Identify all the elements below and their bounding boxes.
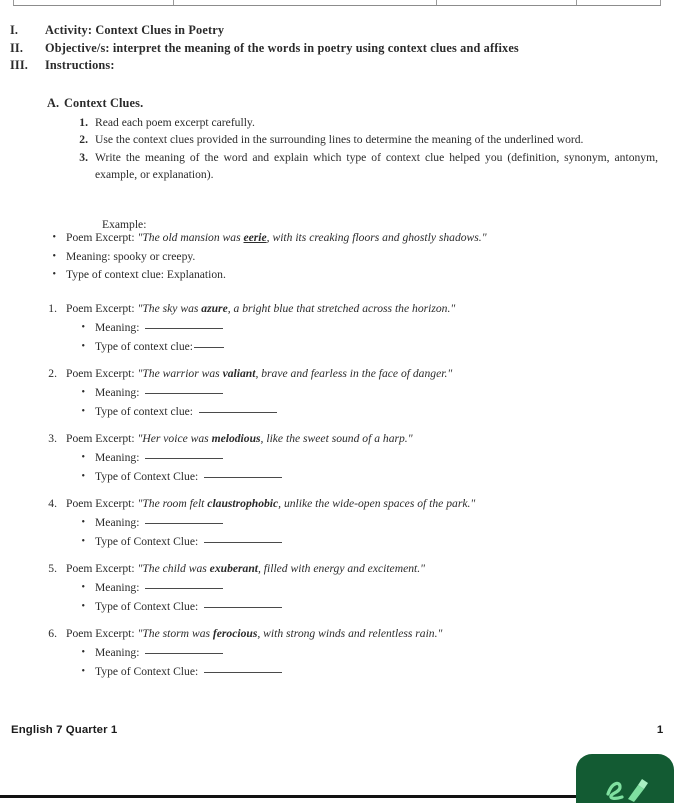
quote-close: , a bright blue that stretched across the horizon." (227, 302, 456, 315)
roman-numeral-1: I. (10, 23, 19, 37)
letter-marker-a: A. (47, 96, 60, 110)
clue-type-label: Type of Context Clue: (95, 600, 199, 613)
roman-section-objective (0, 40, 674, 58)
instruction-number-2: 2. (79, 133, 88, 147)
quote-close: , with strong winds and relentless rain." (257, 627, 443, 640)
roman-section-instructions (0, 57, 674, 75)
poem-item-5-excerpt (66, 560, 674, 578)
instruction-step-1 (0, 114, 674, 131)
header-table-bottom-border (13, 0, 661, 6)
example-quote-close: , with its creaking floors and ghostly shadows." (266, 231, 487, 244)
objective-text: Objective/s: interpret the meaning of the words in poetry using context clues and affixes (45, 40, 519, 55)
instruction-text-1: Read each poem excerpt carefully. (95, 116, 255, 129)
bullet-icon: • (81, 582, 85, 593)
activity-heading: Activity: Context Clues in Poetry (45, 23, 225, 37)
poem-item-1-keyword: azure (201, 302, 228, 315)
instruction-number-1: 1. (79, 116, 88, 129)
example-label: Example: (102, 218, 147, 231)
example-poem-excerpt-row (0, 229, 674, 248)
poem-item-2-header (0, 365, 674, 383)
meaning-answer-blank[interactable] (145, 643, 223, 654)
poem-item-1 (0, 300, 674, 356)
poem-item-3-clue-row (0, 467, 674, 486)
instruction-number-3: 3. (79, 150, 88, 164)
poem-item-3-keyword: melodious (211, 432, 261, 445)
example-meaning-row (0, 248, 674, 267)
poem-item-2-excerpt (66, 365, 674, 383)
poem-item-6-excerpt (66, 625, 674, 643)
poem-item-6-keyword: ferocious (212, 627, 258, 640)
instruction-step-2 (0, 131, 674, 148)
bullet-icon: • (81, 406, 85, 417)
poem-item-4-keyword: claustrophobic (207, 497, 279, 510)
poem-item-4-excerpt (66, 495, 674, 513)
roman-numeral-2: II. (10, 40, 24, 55)
clue-type-answer-blank[interactable] (204, 662, 282, 673)
bullet-icon: • (81, 341, 85, 352)
poem-item-1-header (0, 300, 674, 318)
example-excerpt-label: Poem Excerpt: (66, 231, 138, 244)
bullet-icon: • (81, 452, 85, 463)
quote-open: "The sky was (137, 302, 202, 315)
excerpt-label: Poem Excerpt: (66, 367, 138, 380)
poem-item-5-keyword: exuberant (209, 562, 258, 575)
quote-close: , filled with energy and excitement." (257, 562, 426, 575)
quote-open: "The warrior was (137, 367, 223, 380)
example-meaning-text: Meaning: spooky or creepy. (66, 249, 196, 263)
poem-item-3-header (0, 430, 674, 448)
clue-type-label: Type of Context Clue: (95, 665, 199, 678)
bullet-icon: • (52, 232, 56, 243)
excerpt-label: Poem Excerpt: (66, 497, 138, 510)
bullet-icon: • (52, 250, 56, 262)
instruction-step-list (0, 114, 674, 183)
example-quote-open: "The old mansion was (137, 231, 244, 244)
page-bottom-rule (0, 795, 674, 798)
poem-item-4-clue-row (0, 532, 674, 551)
instruction-step-3 (0, 149, 674, 184)
clue-type-answer-blank[interactable] (199, 402, 277, 413)
poem-item-1-meaning-row (0, 318, 674, 337)
quote-close: , unlike the wide-open spaces of the park." (278, 497, 476, 510)
poem-item-3-meaning-row (0, 448, 674, 467)
poem-item-4-meaning-row (0, 513, 674, 532)
clue-type-label: Type of Context Clue: (95, 470, 199, 483)
poem-item-4-header (0, 495, 674, 513)
poem-item-4 (0, 495, 674, 551)
meaning-answer-blank[interactable] (145, 383, 223, 394)
example-clue-type-text: Type of context clue: Explanation. (66, 268, 226, 281)
example-poem-excerpt (66, 229, 674, 248)
poem-item-6-clue-row (0, 662, 674, 681)
clue-type-label: Type of Context Clue: (95, 535, 199, 548)
bullet-icon: • (81, 322, 85, 333)
meaning-label: Meaning: (95, 451, 140, 464)
poem-item-2-meaning-row (0, 383, 674, 402)
clue-type-answer-blank[interactable] (204, 597, 282, 608)
poem-item-3-excerpt (66, 430, 674, 448)
instruction-text-3: Write the meaning of the word and explain which type of context clue helped you (definition, synonym, antonym, example, or explanation). (95, 150, 658, 181)
quote-open: "The child was (137, 562, 210, 575)
poem-item-4-number: 4. (48, 497, 57, 510)
poem-item-6-number: 6. (48, 627, 57, 640)
roman-section-activity (0, 22, 674, 40)
clue-type-label: Type of context clue: (95, 340, 194, 353)
bullet-icon: • (81, 647, 85, 658)
excerpt-label: Poem Excerpt: (66, 432, 138, 445)
quote-open: "The storm was (137, 627, 213, 640)
poem-item-1-number: 1. (48, 302, 57, 315)
meaning-label: Meaning: (95, 516, 140, 529)
bullet-icon: • (81, 666, 85, 677)
excerpt-label: Poem Excerpt: (66, 302, 138, 315)
table-column-divider-2 (436, 0, 437, 5)
excerpt-label: Poem Excerpt: (66, 562, 138, 575)
instructions-heading: Instructions: (45, 58, 115, 72)
poem-item-5-number: 5. (48, 562, 57, 575)
quote-close: , brave and fearless in the face of danger." (255, 367, 453, 380)
poem-item-5-clue-row (0, 597, 674, 616)
clue-type-answer-blank[interactable] (204, 532, 282, 543)
quote-open: "The room felt (137, 497, 208, 510)
example-bullet-list (0, 229, 674, 285)
bullet-icon: • (81, 536, 85, 547)
pen-signature-icon (606, 778, 652, 802)
poem-item-5 (0, 560, 674, 616)
clue-type-label: Type of context clue: (95, 405, 194, 418)
bullet-icon: • (81, 601, 85, 612)
excerpt-label: Poem Excerpt: (66, 627, 138, 640)
clue-type-answer-blank[interactable] (204, 467, 282, 478)
example-keyword: eerie (243, 231, 267, 244)
bullet-icon: • (81, 517, 85, 528)
lettered-item-label: Context Clues. (64, 96, 144, 110)
poem-item-6-header (0, 625, 674, 643)
poem-item-2-number: 2. (48, 367, 57, 380)
roman-numeral-3: III. (10, 58, 29, 72)
meaning-answer-blank[interactable] (145, 448, 223, 459)
meaning-label: Meaning: (95, 581, 140, 594)
footer-course-label: English 7 Quarter 1 (11, 724, 118, 736)
meaning-answer-blank[interactable] (145, 318, 223, 329)
poem-item-6 (0, 625, 674, 681)
table-column-divider-3 (576, 0, 577, 5)
meaning-label: Meaning: (95, 386, 140, 399)
meaning-answer-blank[interactable] (145, 513, 223, 524)
footer-page-number: 1 (656, 724, 664, 736)
meaning-label: Meaning: (95, 321, 140, 334)
poem-item-2 (0, 365, 674, 421)
poem-item-3-number: 3. (48, 432, 57, 445)
meaning-label: Meaning: (95, 646, 140, 659)
poem-item-3 (0, 430, 674, 486)
poem-item-list (0, 300, 674, 690)
bullet-icon: • (52, 269, 56, 280)
poem-item-6-meaning-row (0, 643, 674, 662)
bullet-icon: • (81, 387, 85, 398)
example-clue-type-row (0, 266, 674, 285)
bullet-icon: • (81, 471, 85, 482)
poem-item-1-clue-row (0, 337, 674, 356)
instruction-text-2: Use the context clues provided in the surrounding lines to determine the meaning of the underlined word. (95, 133, 584, 147)
lettered-item-context-clues (47, 95, 143, 112)
meaning-answer-blank[interactable] (145, 578, 223, 589)
signature-badge[interactable] (576, 754, 674, 803)
poem-item-5-header (0, 560, 674, 578)
roman-numeral-section-list (0, 22, 674, 75)
table-column-divider-1 (173, 0, 174, 5)
poem-item-1-excerpt (66, 300, 674, 318)
clue-type-answer-blank[interactable] (194, 337, 224, 348)
quote-open: "Her voice was (137, 432, 212, 445)
poem-item-2-keyword: valiant (222, 367, 256, 380)
poem-item-5-meaning-row (0, 578, 674, 597)
quote-close: , like the sweet sound of a harp." (260, 432, 413, 445)
poem-item-2-clue-row (0, 402, 674, 421)
